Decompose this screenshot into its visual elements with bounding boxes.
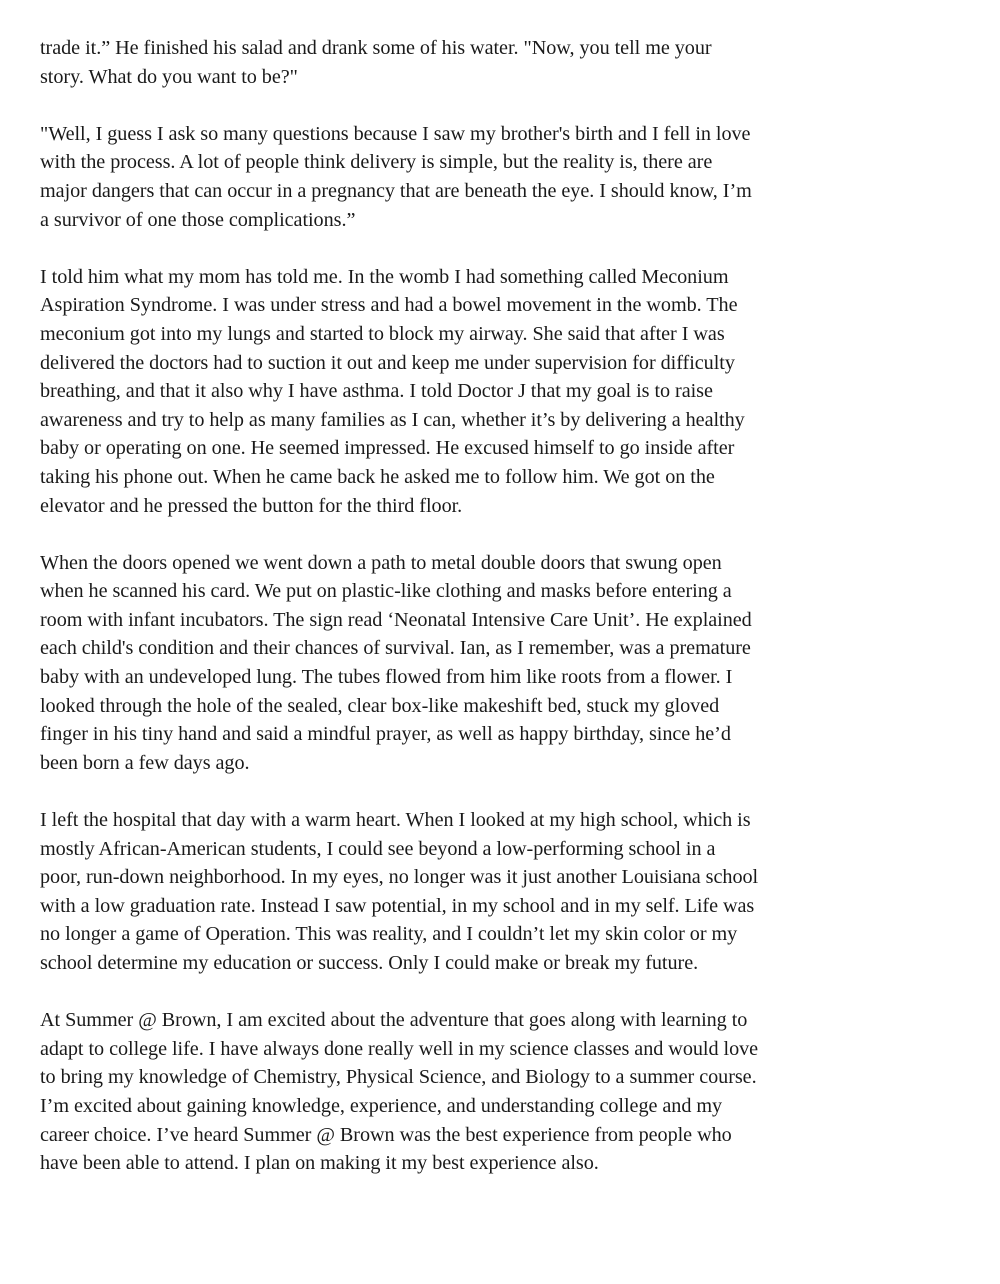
text-line: elevator and he pressed the button for the third floor. (40, 494, 463, 517)
text-line: with the process. A lot of people think delivery is simple, but the reality is, there are (40, 151, 713, 174)
paragraph-6 (40, 1006, 945, 1178)
text-line: meconium got into my lungs and started to block my airway. She said that after I was (40, 322, 725, 345)
text-line: awareness and try to help as many families as I can, whether it’s by delivering a healthy (40, 408, 745, 431)
text-line: "Well, I guess I ask so many questions because I saw my brother's birth and I fell in love (40, 122, 751, 145)
text-line: have been able to attend. I plan on making it my best experience also. (40, 1152, 599, 1175)
paragraph-1 (40, 34, 945, 91)
text-line: delivered the doctors had to suction it out and keep me under supervision for difficulty (40, 351, 735, 374)
text-line: no longer a game of Operation. This was reality, and I couldn’t let my skin color or my (40, 923, 738, 946)
text-line: When the doors opened we went down a path to metal double doors that swung open (40, 551, 722, 574)
paragraph-2 (40, 120, 945, 234)
text-line: I left the hospital that day with a warm heart. When I looked at my high school, which is (40, 809, 751, 832)
text-line: looked through the hole of the sealed, clear box-like makeshift bed, stuck my gloved (40, 694, 720, 717)
text-line: poor, run-down neighborhood. In my eyes, no longer was it just another Louisiana school (40, 866, 759, 889)
text-line: taking his phone out. When he came back he asked me to follow him. We got on the (40, 465, 715, 488)
paragraph-3 (40, 263, 945, 520)
text-line: when he scanned his card. We put on plastic-like clothing and masks before entering a (40, 580, 732, 603)
paragraph-4 (40, 549, 945, 778)
text-line: with a low graduation rate. Instead I saw potential, in my school and in my self. Life was (40, 894, 755, 917)
text-line: adapt to college life. I have always done really well in my science classes and would love (40, 1037, 759, 1060)
text-line: mostly African-American students, I could see beyond a low-performing school in a (40, 837, 716, 860)
text-line: At Summer @ Brown, I am excited about the adventure that goes along with learning to (40, 1009, 748, 1032)
text-line: breathing, and that it also why I have asthma. I told Doctor J that my goal is to raise (40, 380, 713, 403)
text-line: I told him what my mom has told me. In the womb I had something called Meconium (40, 265, 729, 288)
text-line: school determine my education or success. Only I could make or break my future. (40, 952, 699, 974)
text-line: room with infant incubators. The sign read ‘Neonatal Intensive Care Unit’. He explained (40, 608, 752, 631)
text-line: been born a few days ago. (40, 751, 250, 774)
text-line: Aspiration Syndrome. I was under stress and had a bowel movement in the womb. The (40, 294, 738, 317)
text-line: I’m excited about gaining knowledge, experience, and understanding college and my (40, 1094, 723, 1117)
text-line: story. What do you want to be?" (40, 65, 298, 88)
text-line: each child's condition and their chances of survival. Ian, as I remember, was a premature (40, 637, 751, 660)
text-line: finger in his tiny hand and said a mindful prayer, as well as happy birthday, since he’d (40, 723, 731, 746)
text-line: major dangers that can occur in a pregnancy that are beneath the eye. I should know, I’m (40, 179, 752, 202)
text-line: a survivor of one those complications.” (40, 208, 356, 231)
text-line: baby or operating on one. He seemed impressed. He excused himself to go inside after (40, 437, 735, 460)
document-body (40, 34, 945, 1206)
paragraph-5 (40, 806, 945, 978)
text-line: career choice. I’ve heard Summer @ Brown was the best experience from people who (40, 1123, 732, 1146)
text-line: to bring my knowledge of Chemistry, Physical Science, and Biology to a summer course. (40, 1066, 757, 1089)
text-line: baby with an undeveloped lung. The tubes flowed from him like roots from a flower. I (40, 666, 733, 689)
text-line: trade it.” He finished his salad and drank some of his water. "Now, you tell me your (40, 37, 712, 59)
